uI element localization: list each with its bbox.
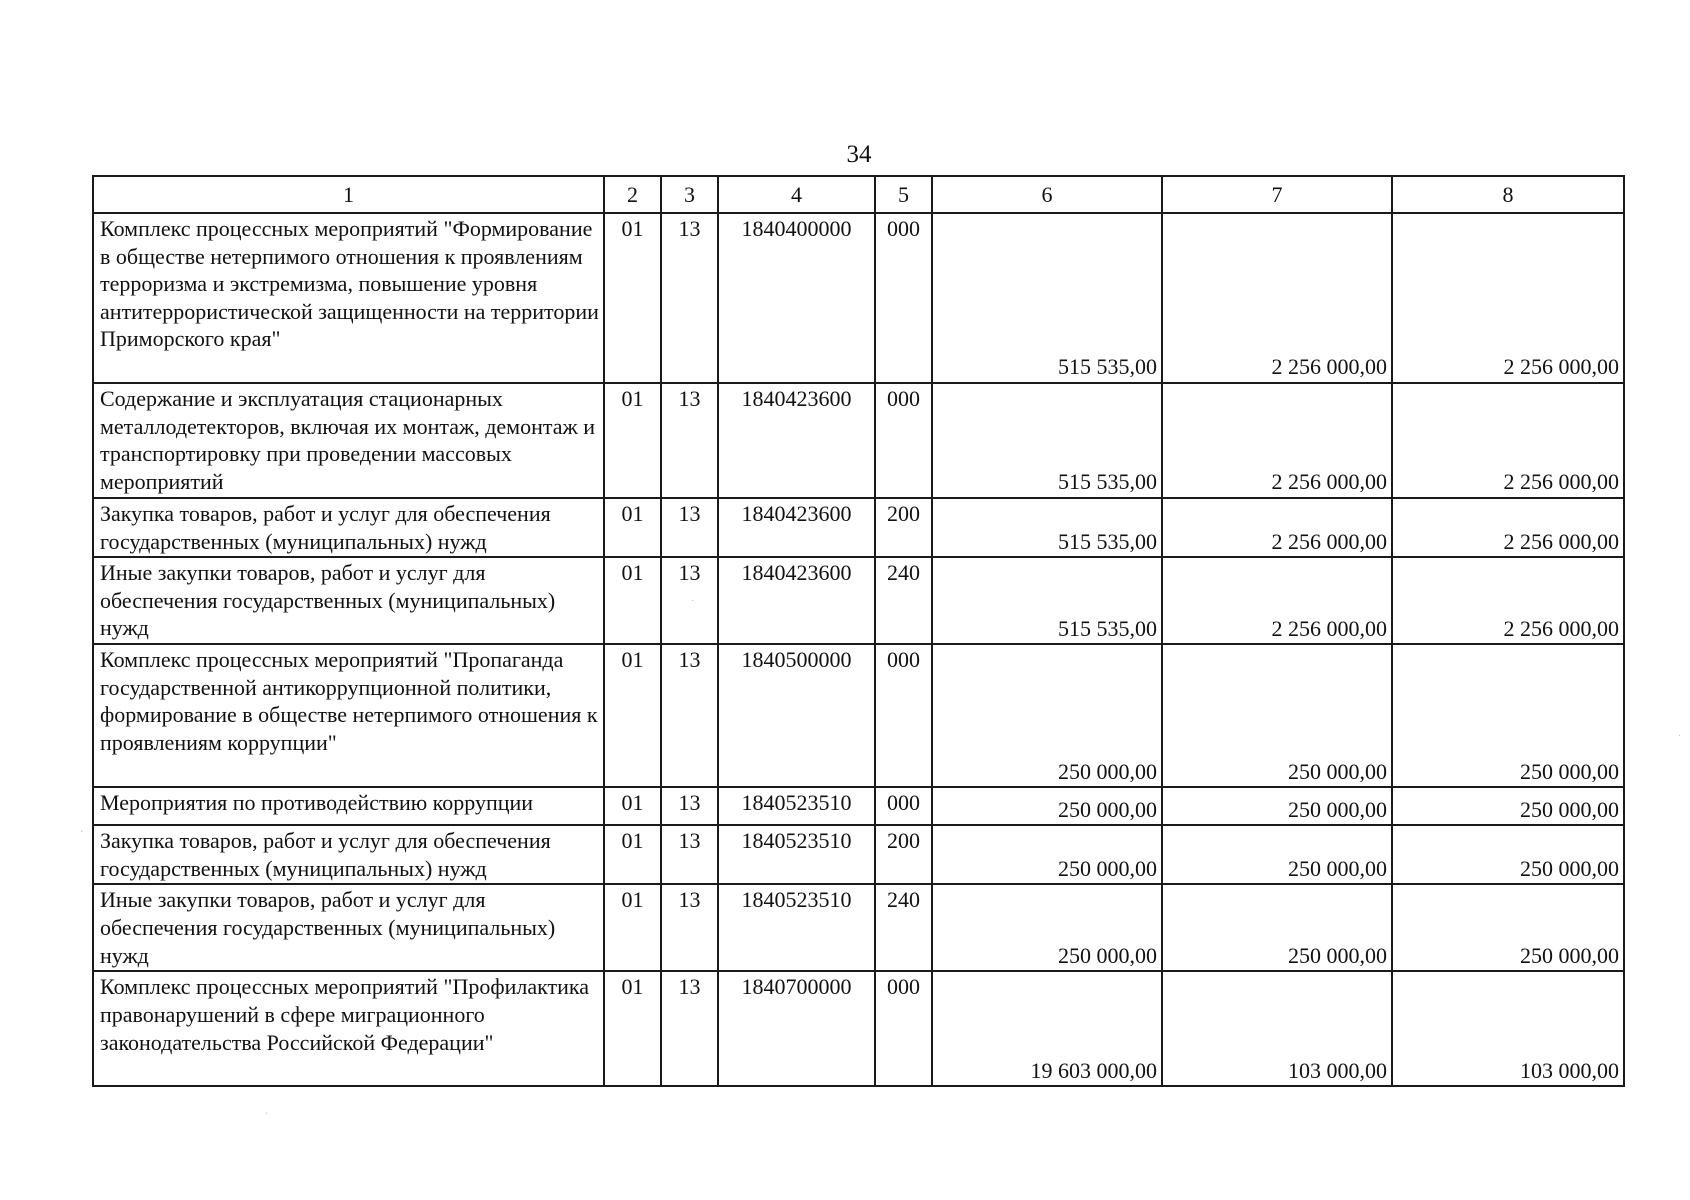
target-article-code: 1840400000 xyxy=(718,213,875,383)
amount-col-6: 250 000,00 xyxy=(932,884,1162,971)
table-row xyxy=(93,884,1624,971)
amount-col-6: 515 535,00 xyxy=(932,498,1162,557)
amount-col-6: 250 000,00 xyxy=(932,644,1162,787)
row-name: Комплекс процессных мероприятий "Пропаганда государственной антикоррупционной политики, формирование в обществе нетерпимого отношения к проявлениям коррупции" xyxy=(93,644,604,787)
section-code: 01 xyxy=(604,383,661,498)
subsection-code: 13 xyxy=(661,644,718,787)
amount-col-8: 2 256 000,00 xyxy=(1392,557,1624,644)
target-article-code: 1840523510 xyxy=(718,787,875,825)
target-article-code: 1840423600 xyxy=(718,498,875,557)
expense-type-code: 000 xyxy=(875,644,932,787)
amount-col-8: 2 256 000,00 xyxy=(1392,383,1624,498)
amount-col-7: 250 000,00 xyxy=(1162,825,1392,884)
target-article-code: 1840423600 xyxy=(718,557,875,644)
section-code: 01 xyxy=(604,644,661,787)
amount-col-8: 2 256 000,00 xyxy=(1392,498,1624,557)
amount-col-7: 2 256 000,00 xyxy=(1162,498,1392,557)
amount-col-8: 2 256 000,00 xyxy=(1392,213,1624,383)
header-cell: 6 xyxy=(932,176,1162,213)
subsection-code: 13 xyxy=(661,383,718,498)
expense-type-code: 000 xyxy=(875,971,932,1086)
amount-col-6: 515 535,00 xyxy=(932,557,1162,644)
amount-col-7: 2 256 000,00 xyxy=(1162,213,1392,383)
amount-col-6: 515 535,00 xyxy=(932,383,1162,498)
expense-type-code: 000 xyxy=(875,213,932,383)
row-name: Закупка товаров, работ и услуг для обеспечения государственных (муниципальных) нужд xyxy=(93,498,604,557)
section-code: 01 xyxy=(604,213,661,383)
table-row xyxy=(93,644,1624,787)
table-row xyxy=(93,825,1624,884)
header-row xyxy=(93,176,1624,213)
subsection-code: 13 xyxy=(661,557,718,644)
subsection-code: 13 xyxy=(661,884,718,971)
row-name: Мероприятия по противодействию коррупции xyxy=(93,787,604,825)
row-name: Иные закупки товаров, работ и услуг для обеспечения государственных (муниципальных) нужд xyxy=(93,884,604,971)
expense-type-code: 240 xyxy=(875,884,932,971)
amount-col-7: 2 256 000,00 xyxy=(1162,383,1392,498)
amount-col-6: 515 535,00 xyxy=(932,213,1162,383)
table-row xyxy=(93,383,1624,498)
header-cell: 5 xyxy=(875,176,932,213)
target-article-code: 1840500000 xyxy=(718,644,875,787)
table-row xyxy=(93,787,1624,825)
amount-col-8: 250 000,00 xyxy=(1392,644,1624,787)
amount-col-6: 19 603 000,00 xyxy=(932,971,1162,1086)
row-name: Закупка товаров, работ и услуг для обеспечения государственных (муниципальных) нужд xyxy=(93,825,604,884)
target-article-code: 1840523510 xyxy=(718,884,875,971)
row-name: Комплекс процессных мероприятий "Формирование в обществе нетерпимого отношения к проявлениям терроризма и экстремизма, повышение уровня антитеррористической защищенности на территории Приморского края" xyxy=(93,213,604,383)
amount-col-8: 250 000,00 xyxy=(1392,787,1624,825)
subsection-code: 13 xyxy=(661,825,718,884)
section-code: 01 xyxy=(604,787,661,825)
scan-speck: · xyxy=(1678,731,1682,742)
scan-speck: · xyxy=(265,1109,269,1120)
header-cell: 7 xyxy=(1162,176,1392,213)
target-article-code: 1840523510 xyxy=(718,825,875,884)
subsection-code: 13 xyxy=(661,787,718,825)
table-row xyxy=(93,498,1624,557)
target-article-code: 1840423600 xyxy=(718,383,875,498)
budget-table xyxy=(92,175,1625,1087)
table-row xyxy=(93,557,1624,644)
header-cell: 4 xyxy=(718,176,875,213)
header-cell: 3 xyxy=(661,176,718,213)
section-code: 01 xyxy=(604,557,661,644)
target-article-code: 1840700000 xyxy=(718,971,875,1086)
row-name: Иные закупки товаров, работ и услуг для обеспечения государственных (муниципальных) нужд xyxy=(93,557,604,644)
table-row xyxy=(93,213,1624,383)
amount-col-7: 250 000,00 xyxy=(1162,787,1392,825)
expense-type-code: 000 xyxy=(875,787,932,825)
page-number: 34 xyxy=(846,141,872,168)
amount-col-6: 250 000,00 xyxy=(932,825,1162,884)
amount-col-6: 250 000,00 xyxy=(932,787,1162,825)
expense-type-code: 000 xyxy=(875,383,932,498)
amount-col-7: 250 000,00 xyxy=(1162,884,1392,971)
amount-col-8: 103 000,00 xyxy=(1392,971,1624,1086)
row-name: Содержание и эксплуатация стационарных металлодетекторов, включая их монтаж, демонтаж и транспортировку при проведении массовых мероприятий xyxy=(93,383,604,498)
scan-speck: · xyxy=(80,827,84,838)
header-cell: 2 xyxy=(604,176,661,213)
section-code: 01 xyxy=(604,884,661,971)
expense-type-code: 240 xyxy=(875,557,932,644)
amount-col-7: 103 000,00 xyxy=(1162,971,1392,1086)
expense-type-code: 200 xyxy=(875,498,932,557)
subsection-code: 13 xyxy=(661,213,718,383)
amount-col-8: 250 000,00 xyxy=(1392,884,1624,971)
scan-speck: · xyxy=(691,596,695,607)
subsection-code: 13 xyxy=(661,971,718,1086)
subsection-code: 13 xyxy=(661,498,718,557)
expense-type-code: 200 xyxy=(875,825,932,884)
amount-col-7: 2 256 000,00 xyxy=(1162,557,1392,644)
table-row xyxy=(93,971,1624,1086)
amount-col-8: 250 000,00 xyxy=(1392,825,1624,884)
header-cell: 8 xyxy=(1392,176,1624,213)
section-code: 01 xyxy=(604,825,661,884)
header-cell: 1 xyxy=(93,176,604,213)
section-code: 01 xyxy=(604,971,661,1086)
section-code: 01 xyxy=(604,498,661,557)
row-name: Комплекс процессных мероприятий "Профилактика правонарушений в сфере миграционного законодательства Российской Федерации" xyxy=(93,971,604,1086)
amount-col-7: 250 000,00 xyxy=(1162,644,1392,787)
